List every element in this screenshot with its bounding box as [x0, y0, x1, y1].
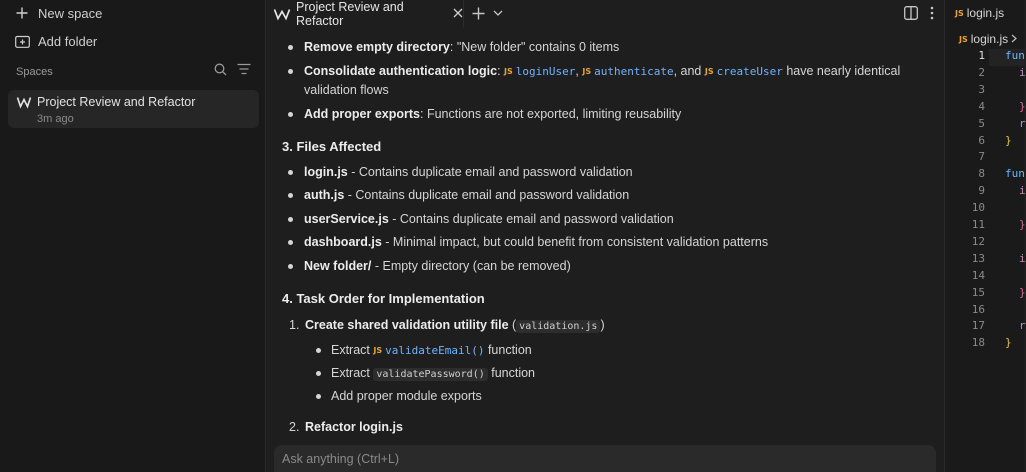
item-title: Add proper exports — [304, 107, 420, 121]
file-name: userService.js — [304, 212, 389, 226]
line-number: 7 — [978, 150, 985, 164]
inline-code: validation.js — [516, 320, 600, 333]
item-text: function — [484, 343, 532, 357]
list-item — [304, 38, 619, 56]
breadcrumb[interactable] — [959, 32, 1017, 46]
spaces-header: Spaces — [16, 66, 53, 78]
code-token: } — [1019, 285, 1026, 299]
item-text: Extract — [331, 343, 374, 357]
line-number: 12 — [971, 234, 985, 248]
js-file-icon: JS — [959, 35, 968, 44]
item-title: Consolidate authentication logic — [304, 64, 498, 78]
file-desc: - Minimal impact, but could benefit from consistent validation patterns — [381, 235, 769, 249]
windsurf-logo-icon — [274, 8, 290, 20]
sub-list-item — [331, 364, 535, 384]
item-text: Add proper module exports — [331, 389, 482, 403]
space-item-name: Project Review and Refactor — [37, 95, 196, 109]
item-text: function — [487, 366, 536, 380]
item-text: Extract — [331, 366, 374, 380]
editor-tab-label: login.js — [966, 6, 1005, 20]
tab-bar — [266, 0, 944, 28]
chat-panel: Remove empty directory: "New folder" contains 0 items Consolidate authentication logic: JS loginUser, JS authenticate, and JS createUser have nearly identical validation flows Add proper exports: Functions are not exported, limiting reusability 3. Files Affected login.js - Contains duplicate email and password validation auth.js - Contains duplicate email and password validation userService.js - Contains duplicate email and password validation dashboard.js - Minimal impact, but could benefit from consistent validation patterns New folder/ - Empty directory (can be removed) 4. Task Order for Implementation 1. Create shared validation utility file ( validation.js ) Extract JS validateEmail() function Extract validatePassword() function Add proper module exports 2. Refactor login.js — [266, 28, 944, 472]
item-title: Remove empty directory — [304, 40, 450, 54]
sidebar — [0, 0, 266, 472]
line-number: 5 — [978, 116, 985, 130]
line-number: 15 — [971, 285, 985, 299]
chevron-right-icon — [1011, 32, 1017, 46]
file-name: New folder/ — [304, 259, 372, 273]
more-options-icon[interactable] — [930, 6, 934, 23]
file-name: auth.js — [304, 188, 345, 202]
space-item-time: 3m ago — [37, 113, 74, 125]
tab-add-group — [472, 4, 503, 24]
breadcrumb-label: login.js — [970, 32, 1009, 46]
add-folder-button[interactable] — [14, 33, 97, 49]
item-number: 2. — [289, 420, 300, 434]
list-item: Consolidate authentication logic: JS loginUser, JS authenticate, and JS createUser have nearly identical validation flows — [304, 62, 914, 99]
line-number: 16 — [971, 302, 985, 316]
item-title: Create shared validation utility file — [305, 318, 509, 332]
chevron-down-icon[interactable] — [493, 4, 503, 24]
code-token: } — [1005, 133, 1012, 147]
file-desc: - Empty directory (can be removed) — [371, 259, 571, 273]
code-token: r — [1019, 319, 1026, 333]
code-panel — [944, 0, 1024, 472]
symbol-link[interactable]: authenticate — [594, 65, 674, 78]
js-file-icon: JS — [582, 67, 592, 76]
code-token: i — [1019, 251, 1026, 265]
line-number: 18 — [971, 336, 985, 350]
line-number: 1 — [978, 49, 985, 62]
item-text: : "New folder" contains 0 items — [449, 40, 620, 54]
file-desc: - Contains duplicate email and password validation — [388, 212, 674, 226]
sub-list-item — [331, 387, 482, 405]
plus-icon — [14, 5, 30, 21]
line-number: 3 — [978, 82, 985, 96]
tab-project-review[interactable] — [266, 0, 464, 28]
item-number: 1. — [289, 318, 300, 332]
js-file-icon: JS — [504, 67, 513, 76]
js-file-icon: JS — [955, 9, 964, 18]
chat-input[interactable] — [282, 450, 922, 468]
item-text: have nearly identical — [782, 64, 901, 78]
line-number: 13 — [971, 251, 985, 265]
code-token: } — [1019, 99, 1026, 113]
code-token: fun — [1005, 49, 1025, 62]
code-token: } — [1005, 336, 1012, 350]
list-item — [304, 163, 633, 181]
line-number: 8 — [978, 167, 985, 181]
symbol-link[interactable]: createUser — [716, 65, 783, 78]
list-item — [304, 210, 674, 228]
list-item — [304, 233, 768, 251]
tab-bar-actions — [904, 6, 934, 23]
section-heading: 4. Task Order for Implementation — [282, 291, 485, 306]
editor-tab[interactable] — [955, 6, 1004, 20]
add-folder-label: Add folder — [38, 33, 98, 49]
folder-plus-icon — [14, 33, 30, 49]
tab-label: Project Review and Refactor — [296, 0, 404, 28]
js-file-icon: JS — [704, 67, 714, 76]
symbol-link[interactable]: validateEmail() — [385, 344, 485, 357]
windsurf-logo-icon — [17, 96, 31, 108]
space-item[interactable] — [8, 90, 259, 128]
item-text: validation flows — [304, 83, 389, 97]
split-panel-icon[interactable] — [904, 6, 918, 23]
code-token: i — [1019, 184, 1026, 198]
search-icon[interactable] — [214, 63, 227, 79]
inline-code: validatePassword() — [373, 368, 487, 381]
file-desc: - Contains duplicate email and password validation — [347, 165, 633, 179]
js-file-icon: JS — [373, 346, 383, 355]
file-name: login.js — [304, 165, 348, 179]
code-token: r — [1019, 116, 1026, 130]
section-heading: 3. Files Affected — [282, 139, 382, 154]
code-token: i — [1019, 65, 1026, 79]
new-space-button[interactable] — [14, 5, 102, 21]
list-item — [304, 105, 681, 123]
chat-input-box — [274, 445, 936, 472]
line-number: 6 — [978, 133, 985, 147]
close-icon[interactable] — [453, 6, 463, 21]
line-number: 17 — [971, 319, 985, 333]
line-number: 4 — [978, 99, 985, 113]
sub-list-item — [331, 341, 532, 360]
line-number: 10 — [971, 201, 985, 215]
line-number: 14 — [971, 268, 985, 282]
spaces-tools — [214, 63, 251, 79]
item-title: Refactor login.js — [305, 420, 403, 434]
line-number: 9 — [978, 184, 985, 198]
file-desc: - Contains duplicate email and password validation — [344, 188, 630, 202]
line-number: 2 — [978, 65, 985, 79]
line-number: 11 — [971, 218, 985, 231]
new-space-label: New space — [38, 5, 103, 21]
list-item — [304, 186, 629, 204]
item-text: : Functions are not exported, limiting reusability — [420, 107, 682, 121]
list-item — [304, 257, 571, 275]
filter-icon[interactable] — [237, 63, 251, 79]
new-tab-plus-icon[interactable] — [472, 4, 485, 24]
code-token: fun — [1005, 167, 1025, 181]
file-name: dashboard.js — [304, 235, 382, 249]
code-token: } — [1019, 218, 1026, 231]
symbol-link[interactable]: loginUser — [515, 65, 576, 78]
